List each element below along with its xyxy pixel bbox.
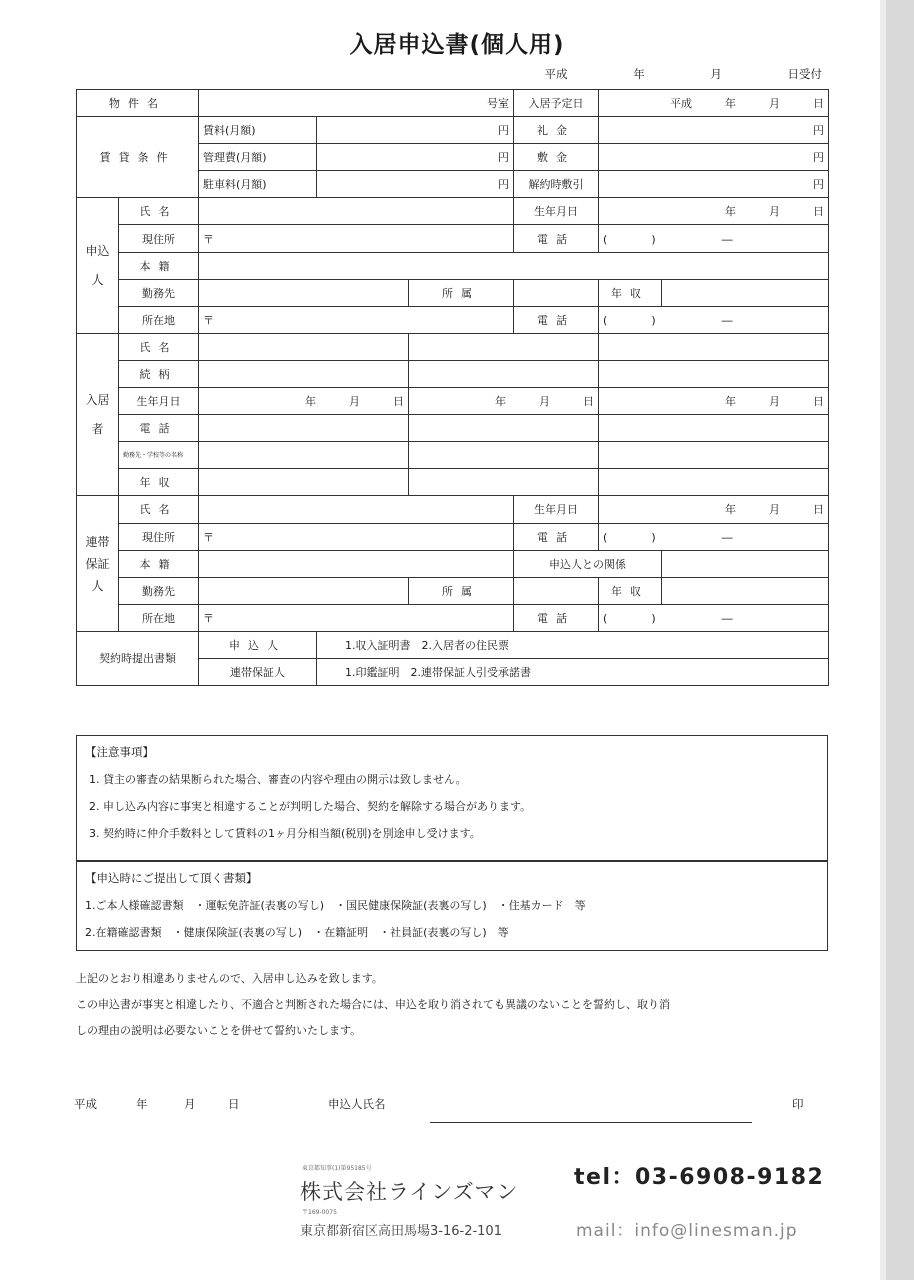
row-property (77, 90, 829, 117)
guarantor-relation-field[interactable] (662, 550, 829, 577)
guarantor-location-field[interactable]: 〒 (199, 604, 514, 631)
row-resident-phone (77, 415, 829, 442)
docs-applicant-list: 1.収入証明書 2.入居者の住民票 (317, 631, 829, 658)
resident3-income-field[interactable] (599, 469, 829, 496)
resident-section-label: 入居者 (77, 333, 119, 496)
applicant-phone-field[interactable]: ( ) ― (599, 225, 829, 252)
row-guarantor-address (77, 523, 829, 550)
row-guarantor-domicile (77, 550, 829, 577)
company-name: 株式会社ラインズマン (300, 1180, 519, 1204)
company-tel: tel：03-6908-9182 (574, 1165, 825, 1190)
parking-label: 駐車料(月額) (199, 171, 317, 198)
resident-name-label: 氏名 (119, 333, 199, 360)
notes-box (76, 735, 828, 861)
deduction-field[interactable]: 円 (599, 171, 829, 198)
company-license: 東京都知事(1)第95185号 (302, 1165, 372, 1172)
resident3-relation-field[interactable] (599, 360, 829, 387)
row-guarantor-name (77, 496, 829, 523)
resident-phone-label: 電話 (119, 415, 199, 442)
mgmt-label: 管理費(月額) (199, 144, 317, 171)
applicant-address-field[interactable]: 〒 (199, 225, 514, 252)
docs-label: 契約時提出書類 (77, 631, 199, 685)
applicant-work-field[interactable] (199, 279, 409, 306)
row-applicant-location (77, 306, 829, 333)
resident1-income-field[interactable] (199, 469, 409, 496)
guarantor-address-label: 現住所 (119, 523, 199, 550)
row-resident-income (77, 469, 829, 496)
guarantor-name-label: 氏名 (119, 496, 199, 523)
guarantor-section-label: 連帯保証人 (77, 496, 119, 631)
declaration-text (76, 966, 836, 1044)
applicant-domicile-label: 本籍 (119, 252, 199, 279)
guarantor-domicile-label: 本籍 (119, 550, 199, 577)
resident2-work-field[interactable] (409, 442, 599, 469)
guarantor-domicile-field[interactable] (199, 550, 514, 577)
resident2-relation-field[interactable] (409, 360, 599, 387)
applicant-birth-label: 生年月日 (514, 198, 599, 225)
declaration-line: 上記のとおり相違ありませんので、入居申し込みを致します。 (76, 972, 383, 985)
submit-docs-heading: 【申込時にご提出して頂く書類】 (85, 871, 258, 885)
guarantor-birth-field[interactable]: 年 月 日 (599, 496, 829, 523)
row-resident-work (77, 442, 829, 469)
note-item: 2. 申し込み内容に事実と相違することが判明した場合、契約を解除する場合があります。 (89, 800, 532, 813)
guarantor-phone-label: 電話 (514, 523, 599, 550)
received-date: 平成 年 月 日受付 (544, 67, 822, 81)
rent-label: 賃料(月額) (199, 117, 317, 144)
form-title: 入居申込書(個人用) (349, 32, 565, 58)
guarantor-work-phone-field[interactable]: ( ) ― (599, 604, 829, 631)
company-address: 東京都新宿区高田馬場3-16-2-101 (300, 1224, 502, 1239)
deduction-label: 解約時敷引 (514, 171, 599, 198)
resident1-birth-field[interactable]: 年 月 日 (199, 388, 409, 415)
guarantor-dept-label: 所属 (409, 577, 514, 604)
applicant-location-label: 所在地 (119, 306, 199, 333)
guarantor-address-field[interactable]: 〒 (199, 523, 514, 550)
resident2-name-field[interactable] (409, 333, 599, 360)
resident3-work-field[interactable] (599, 442, 829, 469)
applicant-name-field[interactable] (199, 198, 514, 225)
resident2-phone-field[interactable] (409, 415, 599, 442)
row-applicant-work (77, 279, 829, 306)
resident1-work-field[interactable] (199, 442, 409, 469)
applicant-section-label: 申込人 (77, 198, 119, 333)
resident3-name-field[interactable] (599, 333, 829, 360)
guarantor-work-label: 勤務先 (119, 577, 199, 604)
resident1-relation-field[interactable] (199, 360, 409, 387)
deposit-field[interactable]: 円 (599, 144, 829, 171)
resident-income-label: 年収 (119, 469, 199, 496)
resident-birth-label: 生年月日 (119, 388, 199, 415)
guarantor-work-phone-label: 電話 (514, 604, 599, 631)
move-in-date-field[interactable]: 平成 年 月 日 (599, 90, 829, 117)
mgmt-field[interactable]: 円 (317, 144, 514, 171)
key-money-field[interactable]: 円 (599, 117, 829, 144)
guarantor-birth-label: 生年月日 (514, 496, 599, 523)
signature-month: 月 (184, 1097, 196, 1111)
applicant-address-label: 現住所 (119, 225, 199, 252)
resident1-phone-field[interactable] (199, 415, 409, 442)
application-table (76, 89, 829, 686)
row-docs-applicant (77, 631, 829, 658)
seal-mark: 印 (792, 1097, 804, 1111)
guarantor-work-field[interactable] (199, 577, 409, 604)
applicant-location-field[interactable]: 〒 (199, 306, 514, 333)
applicant-work-phone-label: 電話 (514, 306, 599, 333)
resident-relation-label: 続柄 (119, 360, 199, 387)
applicant-phone-label: 電話 (514, 225, 599, 252)
signature-era: 平成 (74, 1097, 97, 1111)
guarantor-location-label: 所在地 (119, 604, 199, 631)
guarantor-dept-field[interactable] (514, 577, 599, 604)
signature-year: 年 (136, 1097, 148, 1111)
applicant-dept-label: 所属 (409, 279, 514, 306)
rent-field[interactable]: 円 (317, 117, 514, 144)
declaration-line: この申込書が事実と相違したり、不適合と判断された場合には、申込を取り消されても異議のないことを誓約し、取り消 (76, 998, 670, 1011)
key-money-label: 礼金 (514, 117, 599, 144)
row-applicant-domicile (77, 252, 829, 279)
row-guarantor-location (77, 604, 829, 631)
resident1-name-field[interactable] (199, 333, 409, 360)
applicant-income-field[interactable] (662, 279, 829, 306)
resident2-birth-field[interactable]: 年 月 日 (409, 388, 599, 415)
docs-applicant-label: 申込人 (199, 631, 317, 658)
row-applicant-address (77, 225, 829, 252)
lease-label: 賃貸条件 (77, 117, 199, 198)
move-in-label: 入居予定日 (514, 90, 599, 117)
note-item: 3. 契約時に仲介手数料として賃料の1ヶ月分相当額(税別)を別途申し受けます。 (89, 827, 481, 840)
applicant-name-signature-label: 申込人氏名 (328, 1097, 386, 1111)
row-resident-birth (77, 388, 829, 415)
applicant-income-label: 年収 (599, 279, 662, 306)
row-resident-relation (77, 360, 829, 387)
note-item: 1. 貸主の審査の結果断られた場合、審査の内容や理由の開示は致しません。 (89, 773, 467, 786)
company-mail: mail：info@linesman.jp (576, 1221, 798, 1241)
row-rent (77, 117, 829, 144)
signature-day: 日 (228, 1097, 240, 1111)
applicant-name-label: 氏名 (119, 198, 199, 225)
row-guarantor-work (77, 577, 829, 604)
deposit-label: 敷金 (514, 144, 599, 171)
signature-line[interactable] (430, 1122, 752, 1123)
property-label: 物件名 (77, 90, 199, 117)
resident3-phone-field[interactable] (599, 415, 829, 442)
submit-docs-box (76, 861, 828, 951)
row-applicant-name (77, 198, 829, 225)
parking-field[interactable]: 円 (317, 171, 514, 198)
guarantor-income-label: 年収 (599, 577, 662, 604)
applicant-work-phone-field[interactable]: ( ) ― (599, 306, 829, 333)
resident-work-label: 勤務先・学校等の名称 (119, 442, 199, 469)
page-edge-highlight (880, 0, 886, 1280)
company-postal: 〒169-0075 (302, 1209, 337, 1216)
resident3-birth-field[interactable]: 年 月 日 (599, 388, 829, 415)
submit-docs-item: 2.在籍確認書類 ・健康保険証(表裏の写し) ・在籍証明 ・社員証(表裏の写し) 等 (85, 926, 509, 939)
applicant-dept-field[interactable] (514, 279, 599, 306)
guarantor-name-field[interactable] (199, 496, 514, 523)
declaration-line: しの理由の説明は必要ないことを併せて誓約いたします。 (76, 1024, 362, 1037)
applicant-work-label: 勤務先 (119, 279, 199, 306)
resident2-income-field[interactable] (409, 469, 599, 496)
docs-guarantor-label: 連帯保証人 (199, 658, 317, 685)
guarantor-income-field[interactable] (662, 577, 829, 604)
guarantor-relation-label: 申込人との関係 (514, 550, 662, 577)
property-name-field[interactable]: 号室 (199, 90, 514, 117)
row-resident-name (77, 333, 829, 360)
applicant-domicile-field[interactable] (199, 252, 829, 279)
guarantor-phone-field[interactable]: ( ) ― (599, 523, 829, 550)
docs-guarantor-list: 1.印鑑証明 2.連帯保証人引受承諾書 (317, 658, 829, 685)
applicant-birth-field[interactable]: 年 月 日 (599, 198, 829, 225)
submit-docs-item: 1.ご本人様確認書類 ・運転免許証(表裏の写し) ・国民健康保険証(表裏の写し) ・住基カード 等 (85, 899, 586, 912)
notes-heading: 【注意事項】 (85, 745, 154, 759)
